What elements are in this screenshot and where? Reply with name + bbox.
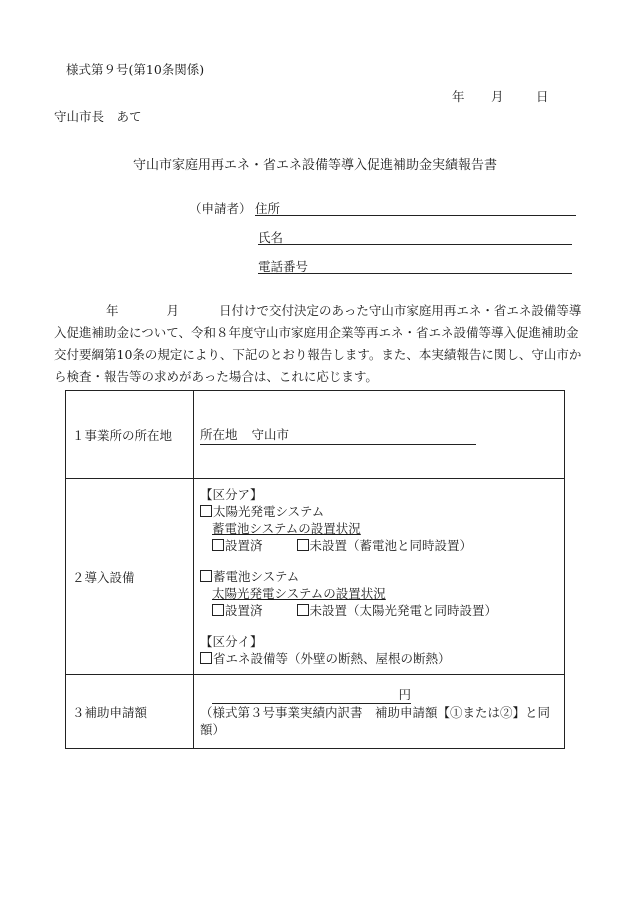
location-cell[interactable] (194, 391, 565, 479)
table-row (66, 391, 565, 479)
date-day-label: 日 (536, 89, 549, 104)
document-title: 守山市家庭用再エネ・省エネ設備等導入促進補助金実績報告書 (132, 158, 497, 173)
battery-status-label: 蓄電池システムの設置状況 (212, 521, 361, 536)
installed-label: 設置済 (225, 603, 263, 618)
not-installed-label: 未設置（蓄電池と同時設置） (309, 538, 473, 553)
checkbox-icon[interactable] (200, 570, 212, 582)
table-row (66, 675, 565, 749)
checkbox-icon[interactable] (297, 604, 309, 616)
battery-label: 蓄電池システム (213, 569, 300, 584)
checkbox-icon[interactable] (200, 652, 212, 664)
report-table (65, 390, 565, 749)
energy-saving-option[interactable] (200, 650, 564, 667)
phone-field[interactable] (258, 257, 572, 274)
subsidy-amount-field[interactable] (212, 685, 411, 704)
date-year-label: 年 (452, 89, 465, 104)
solar-not-installed-option[interactable] (297, 603, 498, 618)
addressee: 守山市長 あて (54, 109, 142, 124)
location-row-label: １事業所の所在地 (66, 391, 194, 479)
equipment-row-label: ２導入設備 (66, 479, 194, 675)
location-label: 所在地 (200, 426, 238, 442)
checkbox-icon[interactable] (212, 604, 224, 616)
subsidy-cell (194, 675, 565, 749)
body-year: 年 (106, 303, 119, 318)
solar-status-label: 太陽光発電システムの設置状況 (212, 586, 386, 601)
battery-option[interactable] (200, 568, 564, 585)
address-field[interactable] (255, 199, 576, 216)
phone-label: 電話番号 (258, 259, 309, 274)
equipment-cell (194, 479, 565, 675)
checkbox-icon[interactable] (200, 505, 212, 517)
body-text: 日付けで交付決定のあった守山市家庭用再エネ・省エネ設備等導入促進補助金について、令和８年度守山市家庭用企業等再エネ・省エネ設備等導入促進補助金交付要綱第10条の規定により、下記のとおり報告します。また、本実績報告に関し、守山市から検査・報告等の求めがあった場合は、これに応じます。 (54, 303, 582, 384)
solar-option[interactable] (200, 503, 564, 520)
not-installed-label: 未設置（太陽光発電と同時設置） (309, 603, 498, 618)
location-value: 守山市 (251, 426, 290, 442)
checkbox-icon[interactable] (297, 539, 309, 551)
form-number: 様式第９号(第10条関係) (66, 62, 205, 77)
category-a-heading: 【区分ア】 (200, 487, 263, 502)
table-row (66, 479, 565, 675)
body-month: 月 (166, 303, 180, 318)
applicant-label: （申請者） (189, 201, 252, 216)
subsidy-row-label: ３補助申請額 (66, 675, 194, 749)
checkbox-icon[interactable] (212, 539, 224, 551)
installed-label: 設置済 (225, 538, 263, 553)
category-b-heading: 【区分イ】 (200, 634, 263, 649)
report-body (54, 300, 584, 388)
battery-not-installed-option[interactable] (297, 538, 473, 553)
name-field[interactable] (258, 228, 572, 245)
solar-installed-option[interactable] (212, 603, 263, 618)
yen-label: 円 (398, 687, 411, 702)
location-field[interactable] (200, 425, 476, 445)
battery-installed-option[interactable] (212, 538, 263, 553)
solar-label: 太陽光発電システム (213, 504, 325, 519)
address-label: 住所 (255, 201, 281, 216)
subsidy-note: （様式第３号事業実績内訳書 補助申請額【①または②】と同額） (200, 705, 551, 737)
name-label: 氏名 (258, 230, 284, 245)
date-month-label: 月 (491, 89, 504, 104)
energy-saving-label: 省エネ設備等（外壁の断熱、屋根の断熱） (213, 651, 451, 666)
